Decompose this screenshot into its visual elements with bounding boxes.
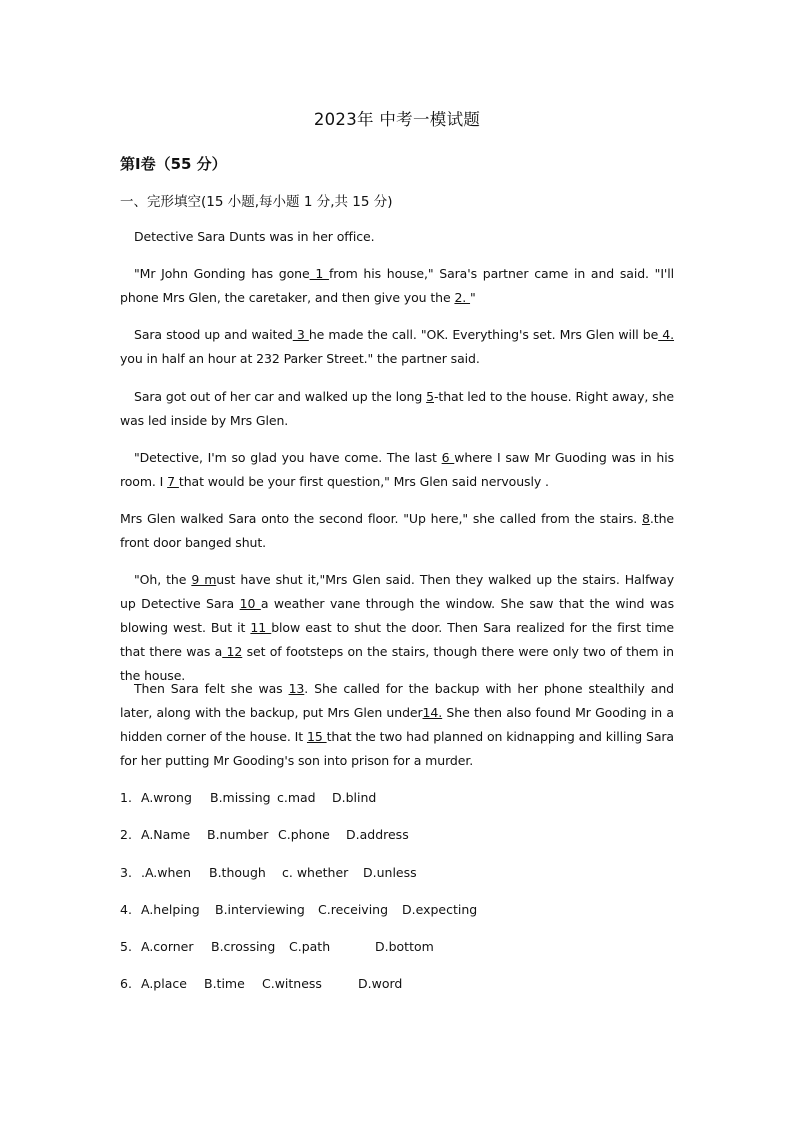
blank-7: 7 [167, 474, 179, 489]
paragraph-text: Sara got out of her car and walked up the long [134, 389, 427, 404]
blank-10: 10 [239, 596, 261, 611]
option-b: B.number [207, 827, 269, 842]
option-d: D.bottom [375, 939, 434, 954]
option-a: A.Name [141, 827, 191, 842]
passage-paragraph-2 [120, 262, 674, 310]
paragraph-text: -that led to the house. Right away, she was led inside by Mrs Glen. [120, 389, 674, 428]
blank-8: 8 [642, 511, 650, 526]
option-b: B.missing [210, 790, 271, 805]
option-a: A.place [141, 976, 187, 991]
paragraph-text: where I saw Mr Guoding was in his room. I [120, 450, 674, 489]
option-d: D.word [358, 976, 403, 991]
paragraph-text: from his house," Sara's partner came in and said. "I'll phone Mrs Glen, the caretaker, and then give you the [120, 266, 674, 305]
blank-5: 5 [426, 389, 434, 404]
option-c: c. whether [282, 865, 349, 880]
option-c: c.mad [277, 790, 316, 805]
passage-paragraph-5 [120, 446, 674, 494]
option-a: .A.when [141, 865, 192, 880]
question-number: 6. [120, 976, 132, 991]
option-d: D.unless [363, 865, 417, 880]
option-a: A.helping [141, 902, 200, 917]
option-c: C.phone [278, 827, 330, 842]
paragraph-text: set of footsteps on the stairs, though there were only two of them in the house. [120, 644, 674, 683]
paragraph-text: he made the call. "OK. Everything's set. Mrs Glen will be [308, 327, 659, 342]
question-number: 3. [120, 865, 132, 880]
blank-13: 13 [288, 681, 305, 696]
blank-1: 1 [309, 266, 329, 281]
paragraph-text: Detective Sara Dunts was in her office. [134, 229, 375, 244]
option-c: C.witness [262, 976, 322, 991]
paragraph-text: that would be your first question," Mrs Glen said nervously . [178, 474, 549, 489]
page-title: 2023年 中考一模试题 [313, 110, 481, 129]
paragraph-text: "Mr John Gonding has gone [134, 266, 310, 281]
part-title: 第Ⅰ卷（55 分） [120, 155, 227, 173]
blank-9: 9 m [191, 572, 217, 587]
paragraph-text: She then also found Mr Gooding in a hidden corner of the house. It [120, 705, 674, 744]
option-d: D.address [346, 827, 409, 842]
question-6 [120, 976, 402, 991]
paragraph-text: . She called for the backup with her phone stealthily and later, along with the backup, put Mrs Glen under [120, 681, 674, 720]
paragraph-text: a weather vane through the window. She saw that the wind was blowing west. But it [120, 596, 674, 635]
paragraph-text: Sara stood up and waited [134, 327, 293, 342]
question-number: 2. [120, 827, 132, 842]
option-c: C.path [289, 939, 331, 954]
passage-paragraph-8 [120, 677, 674, 773]
blank-14: 14. [422, 705, 443, 720]
paragraph-text: " [470, 290, 476, 305]
blank-6: 6 [441, 450, 455, 465]
blank-11: 11 [250, 620, 272, 635]
blank-12: 12 [222, 644, 243, 659]
option-b: B.though [209, 865, 266, 880]
question-5 [120, 939, 434, 954]
paragraph-text: that the two had planned on kidnapping and killing Sara for her putting Mr Gooding's son into prison for a murder. [120, 729, 674, 768]
question-number: 5. [120, 939, 132, 954]
blank-15: 15 [306, 729, 327, 744]
option-b: B.interviewing [215, 902, 305, 917]
question-number: 4. [120, 902, 132, 917]
paragraph-text: blow east to shut the door. Then Sara realized for the first time that there was a [120, 620, 674, 659]
option-a: A.corner [141, 939, 194, 954]
blank-4: 4. [658, 327, 675, 342]
option-a: A.wrong [141, 790, 192, 805]
paragraph-text: Mrs Glen walked Sara onto the second floor. "Up here," she called from the stairs. [120, 511, 643, 526]
passage-paragraph-4 [120, 385, 674, 433]
paragraph-text: .the front door banged shut. [120, 511, 674, 550]
question-3 [120, 865, 417, 880]
section-title: 一、完形填空(15 小题,每小题 1 分,共 15 分) [120, 194, 393, 210]
question-4 [120, 902, 477, 917]
paragraph-text: ust have shut it,"Mrs Glen said. Then they walked up the stairs. Halfway up Detective Sara [120, 572, 675, 611]
question-2 [120, 827, 409, 842]
passage-paragraph-6 [120, 507, 674, 555]
passage-paragraph-7 [120, 568, 674, 688]
blank-2: 2. [454, 290, 471, 305]
passage-paragraph-3 [120, 323, 674, 371]
option-c: C.receiving [318, 902, 389, 917]
passage-paragraph-1 [120, 225, 674, 249]
option-d: D.expecting [402, 902, 478, 917]
option-b: B.crossing [211, 939, 276, 954]
option-d: D.blind [332, 790, 377, 805]
paragraph-text: you in half an hour at 232 Parker Street." the partner said. [120, 351, 480, 366]
blank-3: 3 [292, 327, 309, 342]
option-b: B.time [204, 976, 245, 991]
question-number: 1. [120, 790, 132, 805]
paragraph-text: Then Sara felt she was [134, 681, 289, 696]
paragraph-text: "Oh, the [134, 572, 192, 587]
paragraph-text: "Detective, I'm so glad you have come. The last [134, 450, 442, 465]
question-1 [120, 790, 376, 805]
